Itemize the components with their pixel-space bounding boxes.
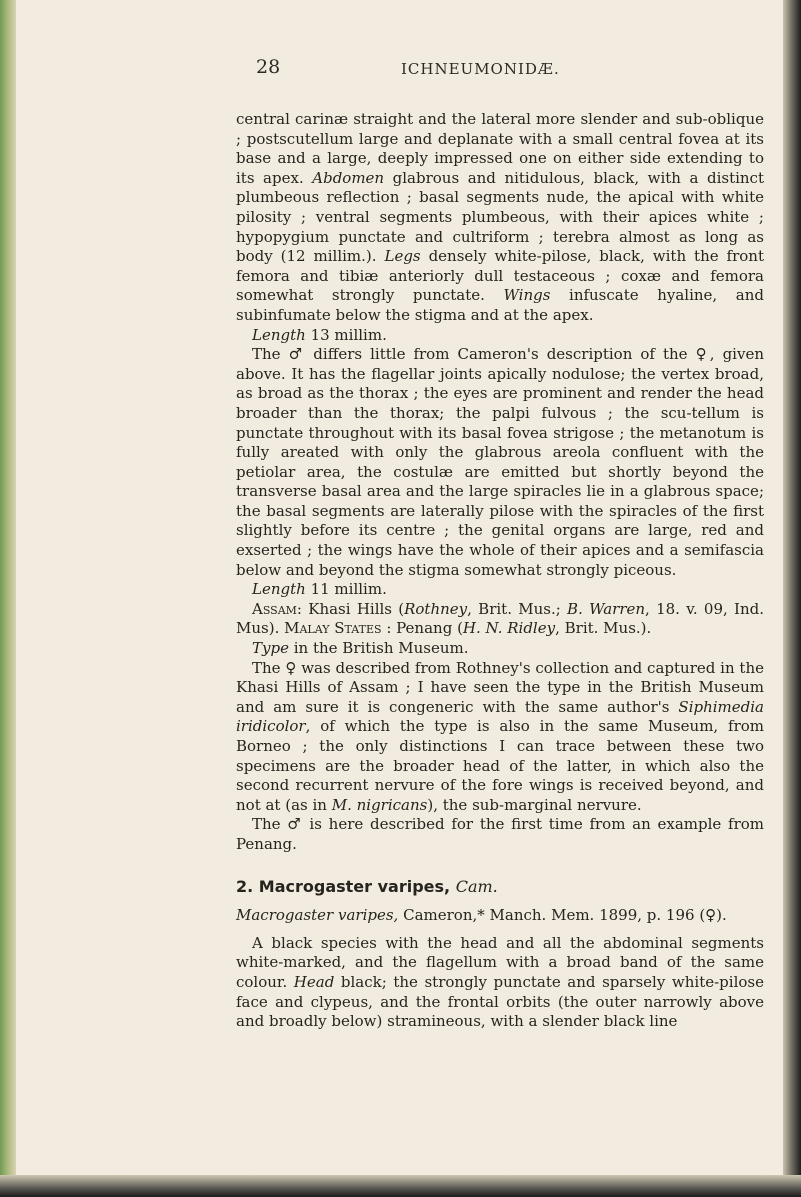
female-length: Length 13 millim.: [252, 325, 387, 344]
species-heading: 2. Macrogaster varipes, Cam.: [236, 876, 498, 896]
male-description-paragraph: The ♂ differs little from Cameron's description of the ♀, given above. It has the flagellar joints apically nodulose; the vertex broad, as broad as the thorax ; the eyes are prominent and render the head broader than the thorax; the palpi fulvous ; the scu-tellum is punctate throughout with its basal fovea strigose ; the metanotum is fully areated with only the glabrous areola confluent with the petiolar area, the costulæ are emitted but shortly beyond the transverse basal area and the large spiracles lie in a glabrous space; the basal segments are laterally pilose with the spiracles of the first slightly before its centre ; the genital organs are large, red and exserted ; the wings have the whole of their apices and a semifascia below and beyond the stigma somewhat strongly piceous.: [236, 345, 764, 579]
female-description-paragraph: central carinæ straight and the lateral more slender and sub-oblique ; postscutellum large and deplanate with a small central fovea at its base and a large, deeply impressed one on either side extending to its apex. Abdomen glabrous and nitidulous, black, with a distinct plumbeous reflection ; basal segments nude, the apical with white pilosity ; ventral segments plumbeous, with their apices white ; hypopygium punctate and cultriform ; terebra almost as long as body (12 millim.). Legs densely white-pilose, black, with the front femora and tibiæ anteriorly dull testaceous ; coxæ and femora somewhat strongly punctate. Wings infuscate hyaline, and subinfumate below the stigma and at the apex.: [236, 110, 764, 324]
body-text: [236, 110, 764, 1032]
male-length: Length 11 millim.: [252, 580, 387, 599]
localities: Assam: Khasi Hills (Rothney, Brit. Mus.; B. Warren, 18. v. 09, Ind. Mus). Malay States : Penang (H. N. Ridley, Brit. Mus.).: [236, 599, 765, 638]
remarks-paragraph: The ♀ was described from Rothney's collection and captured in the Khasi Hills of Assam ; I have seen the type in the British Museum and am sure it is congeneric with the same author's Siphimedia iridicolor, of which the type is also in the same Museum, from Borneo ; the only distinctions I can trace between these two specimens are the broader head of the latter, in which also the second recurrent nervure of the fore wings is received beyond, and not at (as in M. nigricans), the sub-marginal nervure.: [236, 658, 764, 814]
page-number: 28: [256, 56, 281, 78]
species-description: A black species with the head and all the abdominal segments white-marked, and the flagellum with a broad band of the same colour. Head black; the strongly punctate and sparsely white-pilose face and clypeus, and the frontal orbits (the outer narrowly above and broadly below) stramineous, with a slender black line: [236, 933, 764, 1031]
running-title: ICHNEUMONIDÆ.: [401, 60, 560, 78]
type-note: Type in the British Museum.: [252, 639, 469, 658]
running-header: [46, 56, 766, 80]
page-fore-edge: [783, 0, 801, 1197]
remarks-male-paragraph: The ♂ is here described for the first time from an example from Penang.: [236, 815, 764, 853]
page-binding-edge: [0, 0, 16, 1197]
page-bottom-edge: [0, 1175, 801, 1197]
synonymy: Macrogaster varipes, Cameron,* Manch. Mem. 1899, p. 196 (♀).: [236, 906, 727, 925]
